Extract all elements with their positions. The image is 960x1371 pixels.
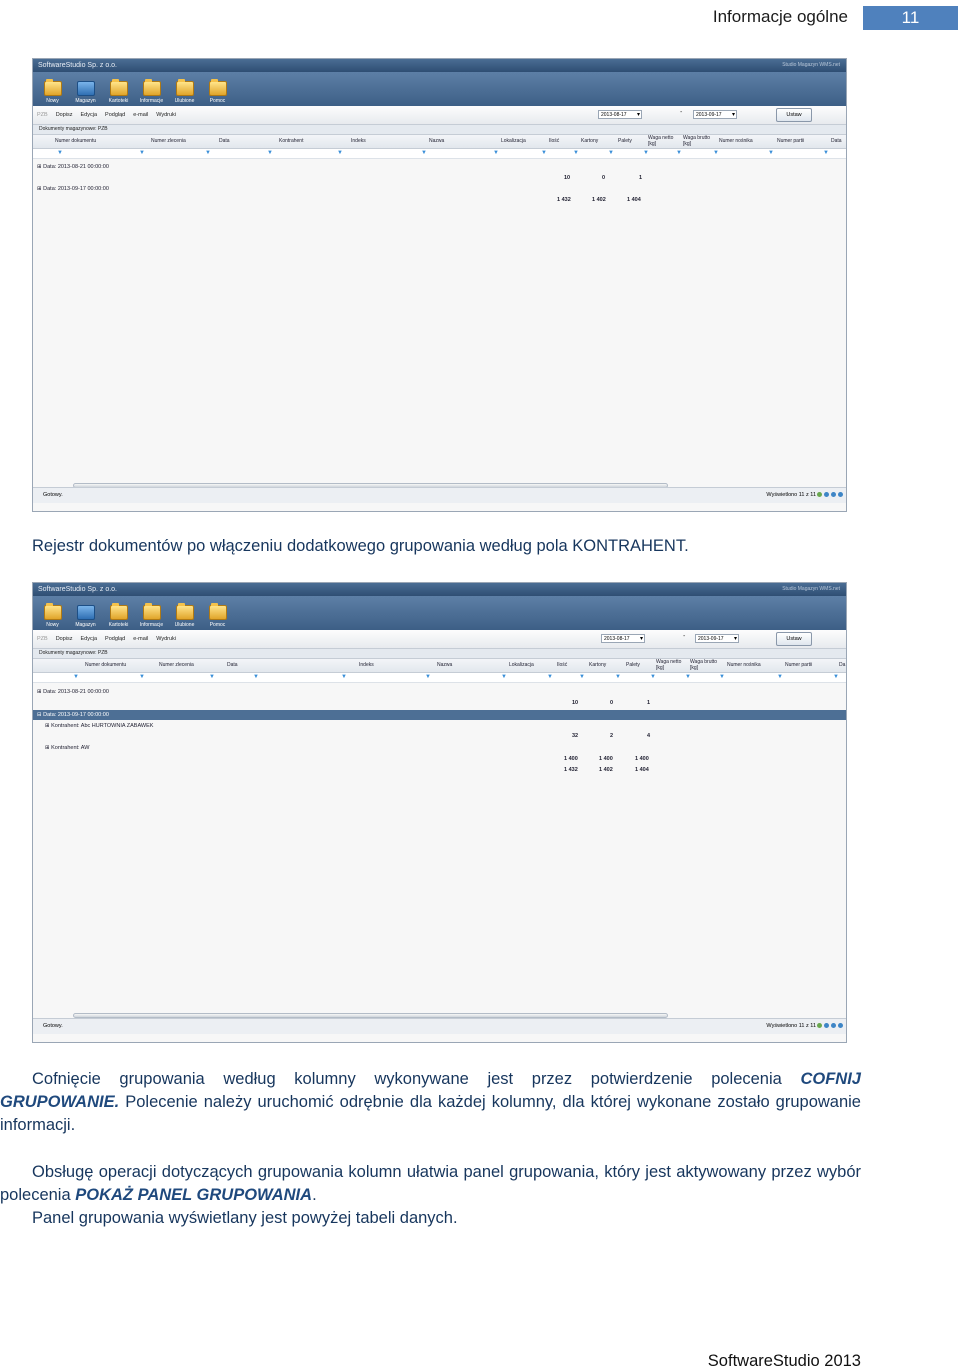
column-header[interactable]: Waga netto [kg] <box>648 135 674 147</box>
ribbon-button-magazyn[interactable] <box>72 605 99 630</box>
filter-icon[interactable]: ▼ <box>833 674 839 680</box>
paragraph-text: Panel grupowania wyświetlany jest powyżej tabeli danych. <box>32 1209 458 1227</box>
filter-icon[interactable]: ▼ <box>73 674 79 680</box>
total-value: 1 432 <box>557 197 571 203</box>
word: polecenia <box>711 1070 782 1088</box>
filter-icon[interactable]: ▼ <box>341 674 347 680</box>
column-header[interactable]: Kontrahent <box>279 138 304 144</box>
column-headers <box>33 659 846 673</box>
column-header[interactable]: Waga netto [kg] <box>656 659 682 671</box>
ribbon-button-ulubione[interactable] <box>171 81 198 106</box>
record-count: Wyświetlono 11 z 11 <box>766 1023 816 1029</box>
group-row[interactable]: ⊞ Data: 2013-08-21 00:00:00 <box>37 164 109 170</box>
ribbon-label: Nowy <box>46 98 59 104</box>
edycja-menu[interactable]: Edycja <box>80 112 98 118</box>
column-header[interactable]: Data <box>227 662 238 668</box>
column-header[interactable]: Waga brutto [kg] <box>683 135 711 147</box>
nav-icon[interactable] <box>824 492 829 497</box>
column-header[interactable]: Nazwa <box>429 138 445 144</box>
page-header <box>0 4 960 30</box>
filter-icon[interactable]: ▼ <box>579 674 585 680</box>
total-value: 1 402 <box>599 767 613 773</box>
toolbar <box>33 630 846 649</box>
filter-icon[interactable]: ▼ <box>650 674 656 680</box>
app-window-screenshot-1 <box>32 58 847 512</box>
app-titlebar <box>33 59 846 72</box>
date-separator: - <box>683 633 686 640</box>
date-to-select[interactable]: 2013-09-17 ▾ <box>693 110 737 119</box>
filter-icon[interactable]: ▼ <box>777 674 783 680</box>
nowy-icon <box>44 605 62 620</box>
nav-icon[interactable] <box>831 1023 836 1028</box>
email-button[interactable]: e-mail <box>133 636 149 642</box>
filter-icon[interactable]: ▼ <box>139 674 145 680</box>
word: grupowania <box>119 1070 205 1088</box>
total-value: 1 400 <box>599 756 613 762</box>
filter-icon[interactable]: ▼ <box>823 150 829 156</box>
filter-icon[interactable]: ▼ <box>685 674 691 680</box>
podglad-button[interactable]: Podgląd <box>105 636 126 642</box>
app-titlebar <box>33 583 846 596</box>
ribbon-button-kartoteki[interactable] <box>105 605 132 630</box>
page-number: 11 <box>863 6 958 30</box>
date-from-select[interactable]: 2013-08-17 ▾ <box>601 634 645 643</box>
subgroup-row[interactable]: ⊞ Kontrahent: Abc HURTOWNIA ZABAWEK <box>45 723 154 729</box>
filter-icon[interactable]: ▼ <box>501 674 507 680</box>
ribbon-label: Kartoteki <box>108 98 129 104</box>
ribbon-label: Nowy <box>46 622 59 628</box>
column-header[interactable]: Data <box>831 138 842 144</box>
filter-icon[interactable]: ▼ <box>253 674 259 680</box>
ribbon-button-nowy[interactable] <box>39 605 66 630</box>
subgroup-label: Kontrahent: AW <box>51 745 90 751</box>
column-header[interactable]: Numer dokumentu <box>85 662 127 668</box>
total-value: 1 <box>639 175 643 181</box>
status-text: Gotowy. <box>43 492 63 498</box>
filter-icon[interactable]: ▼ <box>719 674 725 680</box>
total-value: 1 404 <box>635 767 649 773</box>
status-icons <box>817 492 843 497</box>
ribbon-button-pomoc[interactable] <box>204 605 231 630</box>
filter-icon[interactable]: ▼ <box>643 150 649 156</box>
filter-icon[interactable]: ▼ <box>608 150 614 156</box>
column-header[interactable]: Indeks <box>351 138 366 144</box>
total-value: 1 400 <box>564 756 578 762</box>
ribbon-label: Pomoc <box>209 622 226 628</box>
total-value: 10 <box>564 175 571 181</box>
app-product-name: Studio Magazyn WMS.net <box>782 586 840 592</box>
paragraph-body <box>0 1161 861 1207</box>
refresh-icon[interactable] <box>817 1023 822 1028</box>
magazyn-icon <box>77 81 95 96</box>
nav-icon[interactable] <box>831 492 836 497</box>
ribbon-button-informacje[interactable] <box>138 605 165 630</box>
edycja-menu[interactable]: Edycja <box>80 636 98 642</box>
total-value: 4 <box>647 733 651 739</box>
filter-icon[interactable]: ▼ <box>768 150 774 156</box>
ribbon-button-kartoteki[interactable] <box>105 81 132 106</box>
status-icons <box>817 1023 843 1028</box>
column-header[interactable]: Kartony <box>589 662 607 668</box>
column-header[interactable]: Ilość <box>549 138 560 144</box>
ribbon-button-magazyn[interactable] <box>72 81 99 106</box>
date-from-select[interactable]: 2013-08-17 ▾ <box>598 110 642 119</box>
total-value: 1 400 <box>635 756 649 762</box>
filter-icon[interactable]: ▼ <box>421 150 427 156</box>
documents-tab[interactable]: Dokumenty magazynowe: PZB <box>33 649 846 659</box>
word: Cofnięcie <box>32 1070 101 1088</box>
total-value: 0 <box>602 175 606 181</box>
paragraph-text: Polecenie należy uruchomić odrębnie dla każdej kolumny, dla której wykonane zostało grupowanie informacji. <box>0 1093 861 1134</box>
paragraph-body <box>0 1091 861 1137</box>
column-headers <box>33 135 846 149</box>
email-button[interactable]: e-mail <box>133 112 149 118</box>
word: kolumny <box>294 1070 356 1088</box>
filter-icon[interactable]: ▼ <box>139 150 145 156</box>
column-header[interactable]: Numer partii <box>777 138 805 144</box>
word: jest <box>487 1070 514 1088</box>
group-label: Data: 2013-09-17 00:00:00 <box>43 712 109 718</box>
word: według <box>223 1070 276 1088</box>
ribbon-label: Kartoteki <box>108 622 129 628</box>
magazyn-icon <box>77 605 95 620</box>
filter-icon[interactable]: ▼ <box>676 150 682 156</box>
toolbar <box>33 106 846 125</box>
toolbar-prefix: PZB <box>37 636 48 642</box>
ribbon-button-informacje[interactable] <box>138 81 165 106</box>
ribbon-label: Informacje <box>139 98 164 104</box>
record-count: Wyświetlono 11 z 11 <box>766 492 816 498</box>
wydruki-menu[interactable]: Wydruki <box>156 636 177 642</box>
ribbon-label: Magazyn <box>75 98 96 104</box>
ulubione-icon <box>176 81 194 96</box>
total-value: 1 404 <box>627 197 641 203</box>
punctuation: . <box>312 1186 317 1204</box>
paragraph-panel-position <box>0 1207 861 1230</box>
filter-icon[interactable]: ▼ <box>425 674 431 680</box>
dopisz-button[interactable]: Dopisz <box>55 636 73 642</box>
group-row[interactable]: ⊞ Data: 2013-09-17 00:00:00 <box>37 186 109 192</box>
filter-icon[interactable]: ▼ <box>205 150 211 156</box>
column-header[interactable]: Ilość <box>557 662 568 668</box>
filter-icon[interactable]: ▼ <box>573 150 579 156</box>
command-name: POKAŻ PANEL GRUPOWANIA <box>75 1186 313 1204</box>
subgroup-row[interactable]: ⊞ Kontrahent: AW <box>45 745 90 751</box>
group-label: Data: 2013-08-21 00:00:00 <box>43 164 109 170</box>
total-value: 2 <box>610 733 614 739</box>
ribbon-button-nowy[interactable] <box>39 81 66 106</box>
nowy-icon <box>44 81 62 96</box>
total-value: 1 432 <box>564 767 578 773</box>
app-product-name: Studio Magazyn WMS.net <box>782 62 840 68</box>
column-header[interactable]: Lokalizacja <box>501 138 526 144</box>
column-header[interactable]: Palety <box>626 662 640 668</box>
command-name-part1: COFNIJ <box>800 1070 861 1088</box>
informacje-icon <box>143 605 161 620</box>
column-header[interactable]: Palety <box>618 138 632 144</box>
filter-icon[interactable]: ▼ <box>337 150 343 156</box>
toolbar-prefix: PZB <box>37 112 48 118</box>
subgroup-label: Kontrahent: Abc HURTOWNIA ZABAWEK <box>51 723 154 729</box>
ribbon-label: Pomoc <box>209 98 226 104</box>
column-header[interactable]: Lokalizacja <box>509 662 534 668</box>
status-bar <box>33 1018 846 1034</box>
group-row[interactable]: ⊞ Data: 2013-08-21 00:00:00 <box>37 689 109 695</box>
column-header[interactable]: Numer zlecenia <box>159 662 194 668</box>
informacje-icon <box>143 81 161 96</box>
total-value: 1 402 <box>592 197 606 203</box>
ribbon-label: Informacje <box>139 622 164 628</box>
paragraph-group-panel <box>0 1161 861 1207</box>
total-value: 0 <box>610 700 614 706</box>
group-label: Data: 2013-09-17 00:00:00 <box>43 186 109 192</box>
pomoc-icon <box>209 81 227 96</box>
section-title: Informacje ogólne <box>712 7 848 26</box>
total-value: 32 <box>572 733 579 739</box>
nav-icon[interactable] <box>824 1023 829 1028</box>
date-to-select[interactable]: 2013-09-17 ▾ <box>695 634 739 643</box>
column-header[interactable]: Waga brutto [kg] <box>690 659 718 671</box>
ribbon-label: Ulubione <box>174 98 195 104</box>
filter-row <box>33 149 846 159</box>
kartoteki-icon <box>110 81 128 96</box>
figure-caption: Rejestr dokumentów po włączeniu dodatkowego grupowania według pola KONTRAHENT. <box>32 537 689 555</box>
group-row-selected[interactable]: ⊟ Data: 2013-09-17 00:00:00 <box>33 710 846 720</box>
group-label: Data: 2013-08-21 00:00:00 <box>43 689 109 695</box>
ribbon-button-ulubione[interactable] <box>171 605 198 630</box>
help-icon[interactable] <box>838 492 843 497</box>
paragraph-text: Obsługę operacji dotyczących grupowania kolumn ułatwia panel grupowania, który jest aktywowany przez wybór polecenia <box>0 1163 861 1204</box>
status-text: Gotowy. <box>43 1023 63 1029</box>
ribbon-label: Ulubione <box>174 622 195 628</box>
podglad-button[interactable]: Podgląd <box>105 112 126 118</box>
command-name-part2: GRUPOWANIE. <box>0 1093 120 1111</box>
column-header[interactable]: Data <box>219 138 230 144</box>
pomoc-icon <box>209 605 227 620</box>
column-header[interactable]: Nazwa <box>437 662 453 668</box>
filter-icon[interactable]: ▼ <box>267 150 273 156</box>
column-header[interactable]: Numer zlecenia <box>151 138 186 144</box>
filter-icon[interactable]: ▼ <box>541 150 547 156</box>
ustaw-button[interactable]: Ustaw <box>776 632 812 646</box>
column-header[interactable]: Numer partii <box>785 662 813 668</box>
filter-icon[interactable]: ▼ <box>713 150 719 156</box>
total-value: 1 <box>647 700 651 706</box>
word: przez <box>531 1070 573 1088</box>
total-value: 10 <box>572 700 579 706</box>
company-name: SoftwareStudio Sp. z o.o. <box>38 586 117 593</box>
filter-icon[interactable]: ▼ <box>615 674 621 680</box>
filter-icon[interactable]: ▼ <box>209 674 215 680</box>
column-header[interactable]: Numer dokumentu <box>55 138 97 144</box>
column-header[interactable]: Indeks <box>359 662 374 668</box>
word: wykonywane <box>374 1070 469 1088</box>
column-header[interactable]: Da <box>839 662 846 668</box>
column-header[interactable]: Numer nośnika <box>727 662 761 668</box>
wydruki-menu[interactable]: Wydruki <box>156 112 177 118</box>
column-header[interactable]: Kartony <box>581 138 599 144</box>
date-separator: - <box>680 109 683 116</box>
dopisz-button[interactable]: Dopisz <box>55 112 73 118</box>
filter-row <box>33 673 846 683</box>
ulubione-icon <box>176 605 194 620</box>
help-icon[interactable] <box>838 1023 843 1028</box>
ustaw-button[interactable]: Ustaw <box>776 108 812 122</box>
company-name: SoftwareStudio Sp. z o.o. <box>38 62 117 69</box>
filter-icon[interactable]: ▼ <box>547 674 553 680</box>
kartoteki-icon <box>110 605 128 620</box>
status-bar <box>33 487 846 503</box>
filter-icon[interactable]: ▼ <box>493 150 499 156</box>
filter-icon[interactable]: ▼ <box>57 150 63 156</box>
word: potwierdzenie <box>590 1070 693 1088</box>
documents-tab[interactable]: Dokumenty magazynowe: PZB <box>33 125 846 135</box>
ribbon <box>33 596 846 630</box>
app-window-screenshot-2 <box>32 582 847 1043</box>
refresh-icon[interactable] <box>817 492 822 497</box>
ribbon <box>33 72 846 106</box>
page-footer: SoftwareStudio 2013 <box>707 1352 861 1370</box>
paragraph-line <box>0 1068 861 1091</box>
paragraph-undo-grouping <box>0 1068 861 1137</box>
ribbon-button-pomoc[interactable] <box>204 81 231 106</box>
column-header[interactable]: Numer nośnika <box>719 138 753 144</box>
ribbon-label: Magazyn <box>75 622 96 628</box>
